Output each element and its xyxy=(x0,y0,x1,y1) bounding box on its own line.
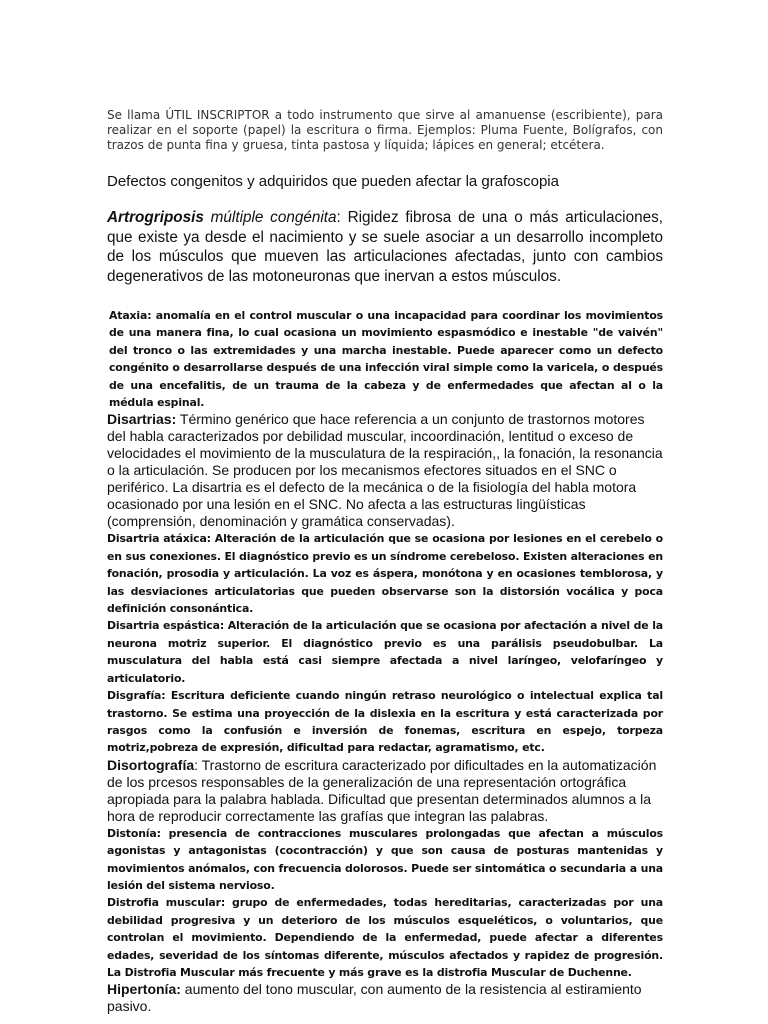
disartria-ataxica-paragraph: Disartria atáxica: Alteración de la articulación que se ocasiona por lesiones en el cerebelo o en sus conexiones. El diagnóstico previo es un síndrome cerebeloso. Existen alteraciones en fonación, prosodia y articulación. La voz es áspera, monótona y en ocasiones temblorosa, y las desviaciones articulatorias que pueden observarse son la distorsión vocálica y poca definición consonántica. xyxy=(107,532,663,616)
disgrafia-paragraph: Disgrafía: Escritura deficiente cuando ningún retraso neurológico o intelectual explica tal trastorno. Se estima una proyección de la dislexia en la escritura y está caracterizada por rasgos como la confusión e inversión de fonemas, escritura en espejo, torpeza motriz,pobreza de expresión, dificultad para redactar, agramatismo, etc. xyxy=(107,689,663,755)
artrogriposis-term: Artrogriposis xyxy=(107,209,204,226)
distonia-paragraph: Distonía: presencia de contracciones musculares prolongadas que afectan a músculos agonistas y antagonistas (cocontracción) y que son causa de posturas mantenidas y movimientos anómalos, con frecuencia dolorosos. Puede ser sintomática o secundaria a una lesión del sistema nervioso. xyxy=(107,826,663,892)
disortografia-term: Disortografía xyxy=(107,756,195,773)
section-heading: Defectos congenitos y adquiridos que pueden afectar la grafoscopia xyxy=(107,173,559,190)
artrogriposis-body: : Rigidez fibrosa de una o más articulaciones, que existe ya desde el nacimiento y se suele asociar a un desarrollo incompleto de los músculos que mueven las articulaciones afectadas, junto con cambios degenerativos de las motoneuronas que inervan a estos músculos. xyxy=(107,209,663,285)
hipertonia-paragraph xyxy=(107,981,663,1015)
disartrias-term: Disartrias: xyxy=(107,411,177,428)
hipertonia-term: Hipertonía: xyxy=(107,981,181,998)
document-page xyxy=(107,108,663,1015)
distrofia-paragraph: Distrofia muscular: grupo de enfermedades, todas hereditarias, caracterizadas por una debilidad progresiva y un deterioro de los músculos esqueléticos, o voluntarios, que controlan el movimiento. Dependiendo de la enfermedad, puede afectar a diferentes edades, severidad de los síntomas diferente, músculos afectados y rapidez de progresión. La Distrofia Muscular más frecuente y más grave es la distrofia Muscular de Duchenne. xyxy=(107,896,663,979)
disartria-espastica-paragraph: Disartria espástica: Alteración de la articulación que se ocasiona por afectación a nivel de la neurona motriz superior. El diagnóstico previo es una parálisis pseudobulbar. La musculatura del habla está casi siempre afectada a nivel laríngeo, velofaríngeo y articulatorio. xyxy=(107,619,663,685)
disortografia-body: : Trastorno de escritura caracterizado por dificultades en la automatización de los prcesos responsables de la generalización de una representación ortográfica apropiada para la palabra hablada. Dificultad que presentan determinados alumnos a la hora de reproducir correctamente las grafías que integran las palabras. xyxy=(107,756,657,824)
ataxia-paragraph: Ataxia: anomalía en el control muscular o una incapacidad para coordinar los movimientos de una manera fina, lo cual ocasiona un movimiento espasmódico e inestable "de vaivén" del tronco o las extremidades y una marcha inestable. Puede aparecer como un defecto congénito o desarrollarse después de una infección viral simple como la varicela, o después de una encefalitis, de un trauma de la cabeza y de enfermedades que afectan al o la médula espinal. xyxy=(109,309,663,410)
artrogriposis-term-rest: múltiple congénita xyxy=(203,209,337,226)
disortografia-paragraph xyxy=(107,757,663,825)
disartrias-paragraph xyxy=(107,411,663,530)
hipertonia-body: aumento del tono muscular, con aumento de la resistencia al estiramiento pasivo. xyxy=(107,981,642,1015)
artrogriposis-paragraph xyxy=(107,208,663,286)
disartrias-body: Término genérico que hace referencia a un conjunto de trastornos motores del habla caracterizados por debilidad muscular, incoordinación, lentitud o exceso de velocidades el movimiento de la musculatura de la respiración,, la fonación, la resonancia o la articulación. Se producen por los mecanismos efectores situados en el SNC o periférico. La disartria es el defecto de la mecánica o de la fisiología del habla motora ocasionado por una lesión en el SNC. No afecta a las estructuras lingüísticas (comprensión, denominación y gramática conservadas). xyxy=(107,411,663,530)
intro-paragraph: Se llama ÚTIL INSCRIPTOR a todo instrumento que sirve al amanuense (escribiente), para realizar en el soporte (papel) la escritura o firma. Ejemplos: Pluma Fuente, Bolígrafos, con trazos de punta fina y gruesa, tinta pastosa y líquida; lápices en general; etcétera. xyxy=(107,108,663,152)
